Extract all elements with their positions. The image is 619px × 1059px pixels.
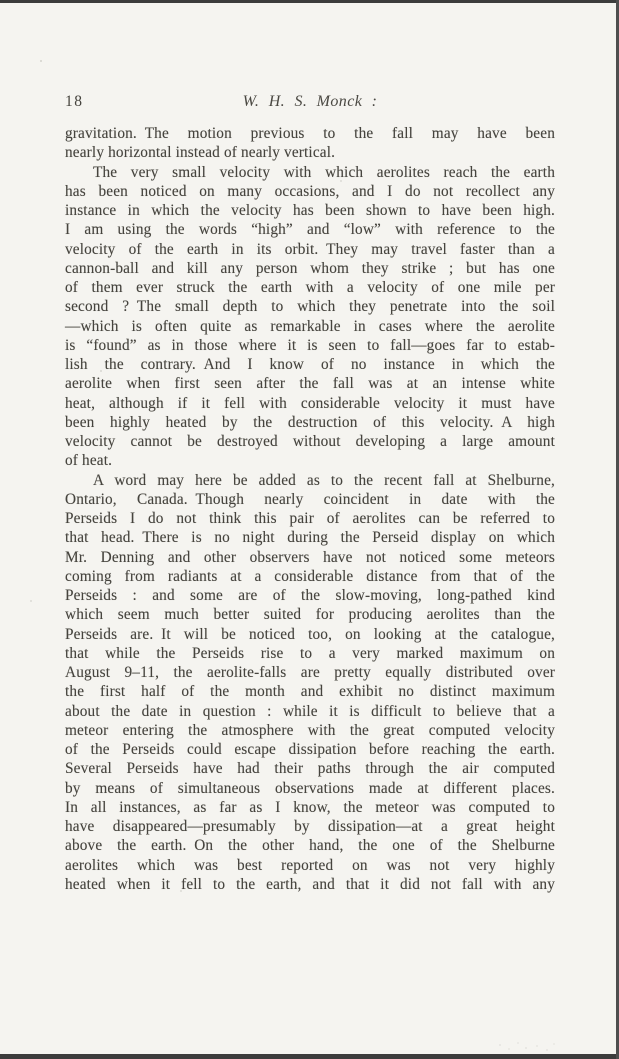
text-line: that while the Perseids rise to a very marked maximum on [65, 644, 555, 662]
text-line: of heat. [65, 452, 113, 470]
text-line: above the earth. On the other hand, the one of the Shelburne [65, 837, 555, 855]
text-line: Perseids I do not think this pair of aerolites can be referred to [65, 510, 555, 527]
text-line: aerolite when first seen after the fall was at an intense white [65, 375, 555, 393]
scan-edge-bottom [0, 1054, 619, 1059]
text-line: is “found” as in those where it is seen to fall—goes far to estab- [65, 336, 555, 354]
text-line: have disappeared—presumably by dissipation—at a great height [65, 818, 555, 835]
text-line: gravitation. The motion previous to the fall may have been [65, 125, 555, 142]
text-line: of them ever struck the earth with a velocity of one mile per [65, 279, 555, 296]
text-line: I am using the words “high” and “low” with reference to the [65, 221, 555, 239]
text-line: Several Perseids have had their paths through the air computed [65, 760, 555, 778]
text-line: cannon-ball and kill any person whom they strike ; but has one [65, 259, 555, 277]
text-line: A word may here be added as to the recent fall at Shelburne, [93, 471, 555, 489]
text-line: that head. There is no night during the Perseid display on which [65, 529, 555, 547]
text-line: been highly heated by the destruction of this velocity. A high [65, 413, 555, 431]
text-line: which seem much better suited for producing aerolites than the [65, 606, 555, 624]
text-line: velocity of the earth in its orbit. They may travel faster than a [65, 240, 555, 258]
running-head [65, 93, 555, 111]
text-line: —which is often quite as remarkable in cases where the aerolite [65, 317, 555, 335]
text-line: Ontario, Canada. Though nearly coincident in date with the [65, 490, 555, 508]
scan-noise [492, 1036, 562, 1052]
text-line: of the Perseids could escape dissipation before reaching the earth. [65, 741, 555, 758]
text-line: In all instances, as far as I know, the meteor was computed to [65, 798, 555, 816]
text-line: Perseids are. It will be noticed too, on looking at the catalogue, [65, 625, 555, 643]
text-line: Mr. Denning and other observers have not noticed some meteors [65, 548, 555, 566]
text-line: The very small velocity with which aerolites reach the earth [93, 163, 555, 181]
text-line: aerolites which was best reported on was not very highly [65, 856, 555, 874]
text-line: has been noticed on many occasions, and I do not recollect any [65, 182, 555, 200]
running-head-title: W. H. S. Monck : [242, 93, 378, 110]
text-line: velocity cannot be destroyed without developing a large amount [65, 433, 555, 450]
text-line: instance in which the velocity has been shown to have been high. [65, 202, 555, 219]
text-line: heated when it fell to the earth, and that it did not fall with any [65, 875, 555, 893]
text-block [65, 124, 555, 894]
text-line: meteor entering the atmosphere with the great computed velocity [65, 721, 555, 739]
text-line: August 9–11, the aerolite-falls are pretty equally distributed over [65, 664, 555, 681]
page-number: 18 [65, 93, 84, 110]
text-line: second ? The small depth to which they penetrate into the soil [65, 298, 555, 316]
text-line: by means of simultaneous observations made at different places. [65, 779, 555, 797]
text-line: lish the contrary. And I know of no instance in which the [65, 356, 555, 373]
text-line: the first half of the month and exhibit no distinct maximum [65, 683, 555, 701]
text-line: heat, although if it fell with considerable velocity it must have [65, 394, 555, 412]
text-line: coming from radiants at a considerable distance from that of the [65, 567, 555, 585]
paper-flecks [40, 60, 42, 62]
scan-edge-top [0, 0, 619, 3]
text-line: about the date in question : while it is difficult to believe that a [65, 702, 555, 720]
text-line: Perseids : and some are of the slow-moving, long-pathed kind [65, 587, 555, 604]
text-line: nearly horizontal instead of nearly vertical. [65, 144, 336, 162]
